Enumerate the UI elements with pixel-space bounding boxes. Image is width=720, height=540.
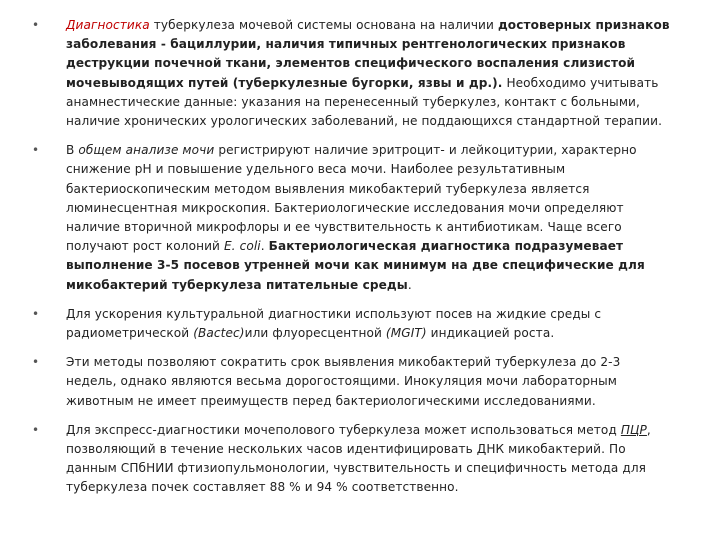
bullet-dot: • <box>32 422 40 437</box>
text-run: туберкулеза мочевой системы основана на наличии <box>149 18 498 32</box>
text-run: Для экспресс-диагностики мочеполового туберкулеза может использоваться метод <box>66 422 621 437</box>
text-run: Необходимо учитывать анамнестические данные: указания на перенесенный туберкулез, контакт с больными, наличие хронических урологических заболеваний, не поддающихся стандартной терапии. <box>66 75 663 129</box>
text-run: достоверных признаков заболевания - бациллурии, наличия типичных рентгенологических признаков деструкции почечной ткани, элементов специфического воспаления слизистой мочевыводящих путей (туберкулезные бугорки, язвы и др.). <box>66 18 670 90</box>
bullet-methods-cost <box>32 353 670 411</box>
text-run: , позволяющий в течение нескольких часов идентифицировать ДНК микобактерий. По данным СПбНИИ фтизиопульмонологии, чувствительность и специфичность метода для туберкулеза почек составляет 88 % и 94 % соответственно. <box>66 422 651 495</box>
text-run: Для ускорения культуральной диагностики используют посев на жидкие среды с радиометрической <box>66 306 602 341</box>
bullet-dot: • <box>32 18 40 32</box>
text-run: . <box>260 239 269 254</box>
text-run: Эти методы позволяют сократить срок выявления микобактерий туберкулеза до 2-3 недель, однако являются весьма дорогостоящими. Инокуляция мочи лабораторным животным не имеет преимуществ перед бактериологическими исследованиями. <box>66 355 621 408</box>
bullet-list <box>32 16 670 498</box>
text-run: (Bactec) <box>193 326 245 341</box>
text-run: Диагностика <box>66 18 150 32</box>
text-run: ПЦР <box>620 422 647 437</box>
text-run: регистрируют наличие эритроцит- и лейкоцитурии, характерно снижение pH и повышение удельного веса мочи. Наиболее результативным бактериоскопическим методом выявления микобактерий туберкулеза является люминесцентная микроскопия. Бактериологические исследования мочи определяют наличие вторичной микрофлоры и ее чувствительность к антибиотикам. Чаще всего получают рост колоний <box>66 143 637 254</box>
text-run: или флуоресцентной <box>244 326 386 341</box>
bullet-pcr <box>32 421 670 498</box>
text-run: . <box>407 277 412 292</box>
text-run: E. coli <box>223 239 261 254</box>
text-run: индикацией роста. <box>426 326 555 341</box>
text-run: (MGIT) <box>385 326 427 341</box>
text-run: В <box>66 143 79 158</box>
text-run: общем анализе мочи <box>78 143 215 158</box>
bullet-urine-analysis <box>32 141 670 295</box>
bullet-dot: • <box>32 355 40 370</box>
bullet-culture-acceleration <box>32 305 670 343</box>
text-run: Бактериологическая диагностика подразумевает выполнение 3-5 посевов утренней мочи как минимум на две специфические для микобактерий туберкулеза питательные среды <box>66 239 645 292</box>
bullet-dot: • <box>32 143 40 158</box>
bullet-dot: • <box>32 306 40 321</box>
bullet-diagnostics <box>32 16 670 131</box>
